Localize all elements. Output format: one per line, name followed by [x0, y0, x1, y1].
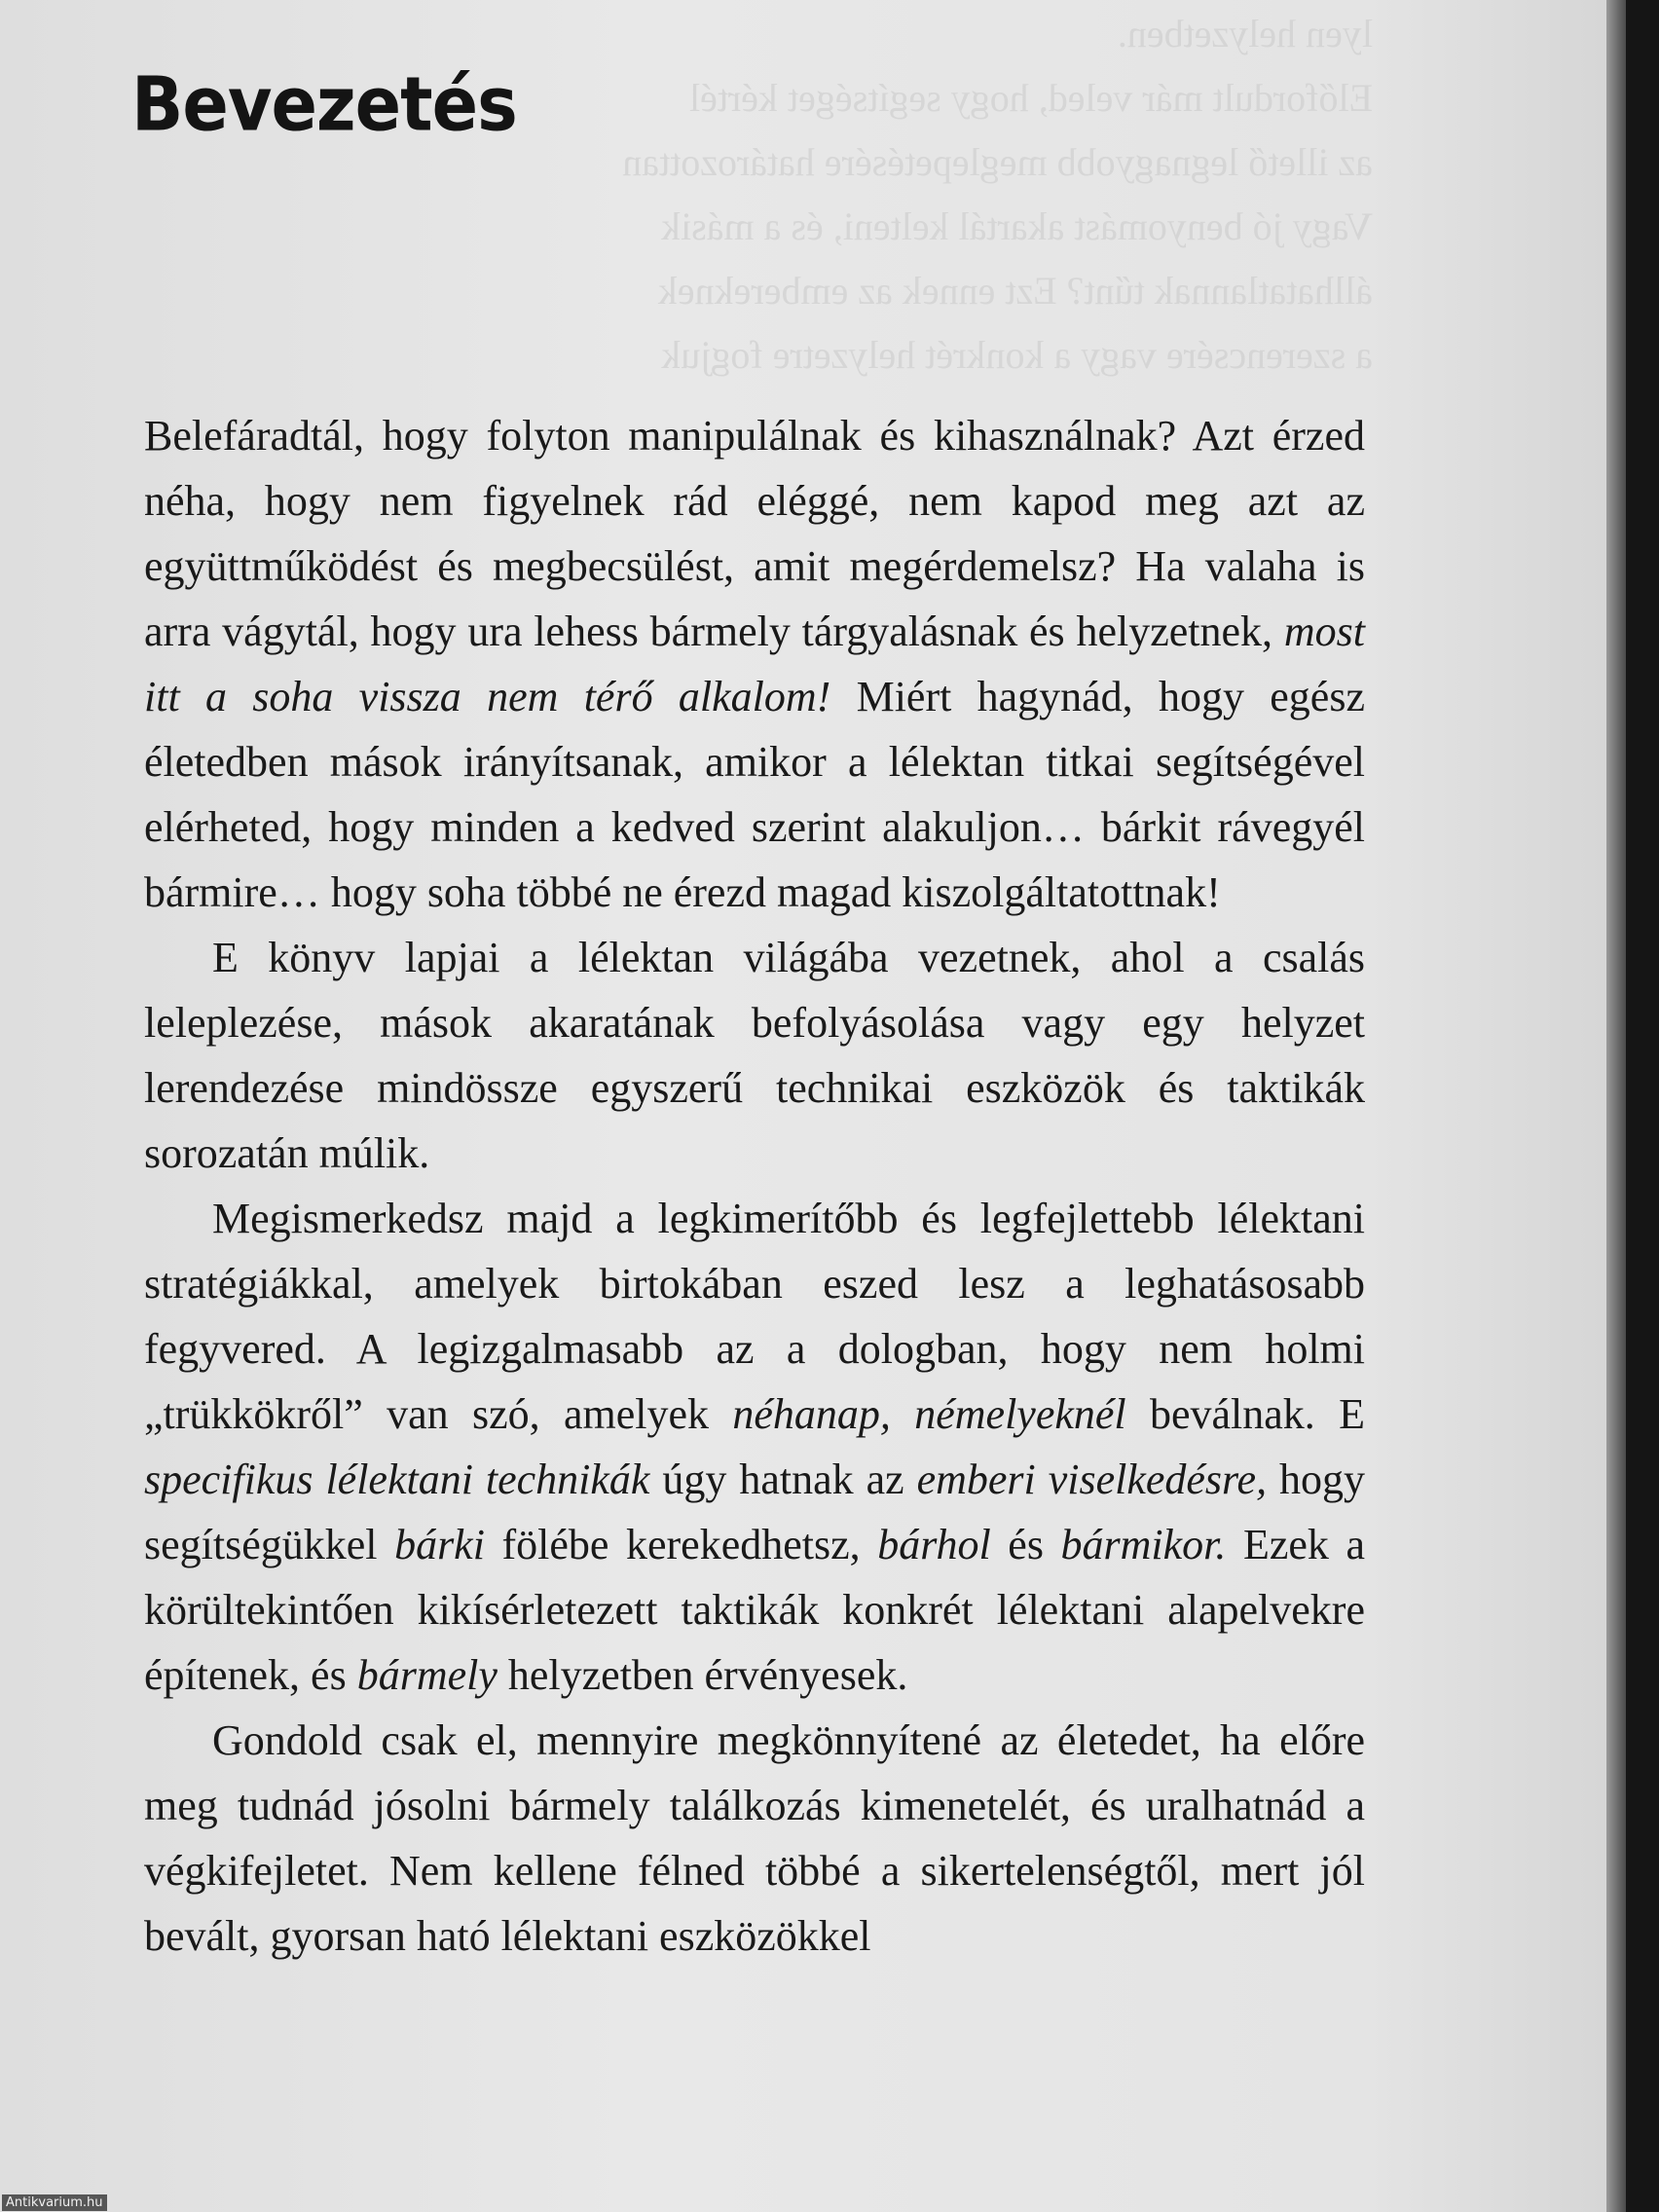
- text-run: Megismerkedsz majd a legkimerítőbb és legfejlettebb lélektani stratégiákkal, amelyek birtokában eszed lesz a leghatásosabb fegyvered. A legizgalmasabb az a dologban, hogy nem holmi „trükkökről” van szó, amelyek: [144, 1195, 1365, 1438]
- text-run: Gondold csak el, mennyire megkönnyítené az életedet, ha előre meg tudnád jósolni bármely találkozás kimenetelét, és uralhatnád a végkifejletet. Nem kellene félned többé a sikertelenségtől, mert jól bevált, gyorsan ható lélektani eszközökkel: [144, 1716, 1365, 1960]
- bleed-through-text: [146, 0, 1373, 387]
- text-run: Belefáradtál, hogy folyton manipulálnak és kihasználnak? Azt érzed néha, hogy nem figyelnek rád eléggé, nem kapod meg azt az együttműködést és megbecsülést, amit megérdemelsz? Ha valaha is arra vágytál, hogy ura lehess bármely tárgyalásnak és helyzetnek,: [144, 412, 1365, 655]
- italic-text: emberi viselkedésre,: [916, 1456, 1268, 1503]
- text-run: beválnak. E: [1125, 1390, 1365, 1438]
- italic-text: bármely: [356, 1651, 498, 1699]
- bleed-through-line: az illető legnagyobb meglepetésére határozottan: [622, 140, 1373, 184]
- body-text: [144, 403, 1365, 1969]
- italic-text: néhanap, némelyeknél: [732, 1390, 1126, 1438]
- paragraph: [144, 1708, 1365, 1969]
- text-run: E könyv lapjai a lélektan világába vezetnek, ahol a csalás leleplezése, mások akaratának befolyásolása vagy egy helyzet lerendezése mindössze egyszerű technikai eszközök és taktikák sorozatán múlik.: [144, 934, 1365, 1177]
- paragraph: [144, 925, 1365, 1186]
- bleed-through-line: lyen helyzetben.: [1117, 12, 1373, 55]
- page-edge-shadow: [1606, 0, 1626, 2212]
- text-run: Miért hagynád, hogy egész életedben mások irányítsanak, amikor a lélektan titkai segítségével elérheted, hogy minden a kedved szerint alakuljon… bárkit rávegyél bármire… hogy soha többé ne érezd magad kiszolgáltatottnak!: [144, 673, 1365, 916]
- italic-text: specifikus lélektani technikák: [144, 1456, 650, 1503]
- watermark-label: Antikvarium.hu: [2, 2194, 107, 2211]
- chapter-heading: Bevezetés: [131, 60, 517, 149]
- text-run: fölébe kerekedhetsz,: [484, 1521, 878, 1568]
- text-run: hogy segítségükkel: [144, 1456, 1366, 1568]
- paragraph: [144, 403, 1365, 925]
- text-run: Ezek a körültekintően kikísérletezett taktikák konkrét lélektani alapelvekre építenek, és: [144, 1521, 1365, 1699]
- paragraph: [144, 1186, 1365, 1708]
- bleed-through-line: állhatatlannak tűnt? Ezt ennek az embereknek: [657, 269, 1373, 313]
- book-cover-edge: [1626, 0, 1659, 2212]
- bleed-through-line: Előfordult már veled, hogy segítséget kértél: [688, 76, 1373, 120]
- italic-text: bárki: [394, 1521, 485, 1568]
- italic-text: bármikor.: [1060, 1521, 1227, 1568]
- text-run: úgy hatnak az: [649, 1456, 917, 1503]
- bleed-through-line: a szerencsére vagy a konkrét helyzetre fogjuk: [661, 333, 1373, 377]
- text-run: és: [990, 1521, 1061, 1568]
- text-run: helyzetben érvényesek.: [497, 1651, 908, 1699]
- italic-text: bárhol: [877, 1521, 991, 1568]
- italic-text: most itt a soha vissza nem térő alkalom!: [144, 608, 1365, 720]
- bleed-through-line: Vagy jó benyomást akartál kelteni, és a másik: [661, 204, 1373, 248]
